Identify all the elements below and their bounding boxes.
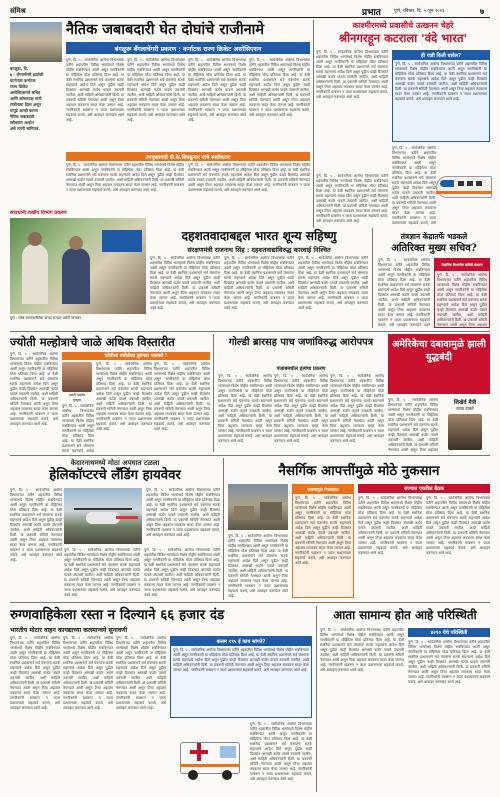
section-label: संमिश्र (10, 7, 26, 15)
normal-col-2: पुणे, दि. ५ - सार्वजनिक आरोग्य विभागाच्या वतीने शहरातील विविध भागांमध्ये विशेष मोहीम राबविण्यात आली असून नागरिकांनी या मोहिमेला मोठा प्रतिसाद दिला आहे. या वेळी स्थानिक प्रशासनाने सर्व यंत्रणांना सतर्क राहण्याचे आदेश दिले असून पुढील काही दिवसांत आणखी कठोर पावले उचलली जातील, अशी माहिती अधिकाऱ्यांनी दिली. या प्रकरणी समिती नेमण्यात आली असून तिचा अहवाल लवकरच सादर केला जाणार आहे. नागरिकांनी घाबरून न जाता प्रशासनाला सहकार्य करावे, असे आवाहन करण्यात आले आहे. (408, 640, 490, 684)
jyoti-col-4: पुणे, दि. ५ - सार्वजनिक आरोग्य विभागाच्या वतीने शहरातील विविध भागांमध्ये विशेष मोहीम राबविण्यात आली असून नागरिकांनी या मोहिमेला मोठा प्रतिसाद दिला आहे. या वेळी स्थानिक प्रशासनाने सर्व यंत्रणांना सतर्क राहण्याचे आदेश (62, 404, 94, 452)
metro-col-1: पुणे, दि. ५ - सार्वजनिक आरोग्य विभागाच्या वतीने शहरातील विविध भागांमध्ये विशेष मोहीम राबविण्यात आली असून नागरिकांनी या मोहिमेला मोठा प्रतिसाद दिला आहे. या वेळी स्थानिक प्रशासनाने सर्व यंत्रणांना सतर्क राहण्याचे आदेश दिले असून पुढील काही दिवसांत आणखी कठोर पावले उचलली जातील, अशी माहिती अधिकाऱ्यांनी दिली. या प्रकरणी समिती नेमण्यात आली असून तिचा अहवाल लवकरच सादर केला जाणार आहे. नागरिकांनी घाबरून न जाता प्रशासनाला सहकार्य करावे, असे आवाहन करण्यात आले आहे. (316, 50, 388, 99)
ambulance-col-3: पुणे, दि. ५ - सार्वजनिक आरोग्य विभागाच्या वतीने शहरातील विविध भागांमध्ये विशेष मोहीम राबविण्यात आली असून नागरिकांनी या मोहिमेला मोठा प्रतिसाद दिला आहे. या वेळी स्थानिक प्रशासनाने सर्व यंत्रणांना सतर्क राहण्याचे आदेश दिले असून पुढील काही दिवसांत आणखी कठोर पावले उचलली जातील, अशी माहिती अधिकाऱ्यांनी दिली. या प्रकरणी समिती नेमण्यात आली असून तिचा अहवाल लवकरच सादर केला जाणार आहे. नागरिकांनी घाबरून न जाता प्रशासनाला सहकार्य करावे, असे आवाहन करण्यात आले आहे. (116, 636, 166, 710)
mca-col-1: पुणे, दि. ५ - सार्वजनिक आरोग्य विभागाच्या वतीने शहरातील विविध भागांमध्ये विशेष मोहीम राबविण्यात आली असून नागरिकांनी या मोहिमेला मोठा प्रतिसाद दिला आहे. या वेळी स्थानिक प्रशासनाने सर्व यंत्रणांना सतर्क राहण्याचे आदेश दिले असून पुढील काही दिवसांत आणखी कठोर पावले उचलली जातील, अशी माहिती अधिकाऱ्यांनी दिली. या प्रकरणी समिती नेमण्यात आली असून तिचा अहवाल लवकरच सादर केला जाणार आहे. नागरिकांनी घाबरून न जाता प्रशासनाला सहकार्य करावे, असे आवाहन करण्यात आले आहे. (66, 58, 124, 122)
metro-box (392, 50, 490, 142)
ambulance-col-1: पुणे, दि. ५ - सार्वजनिक आरोग्य विभागाच्या वतीने शहरातील विविध भागांमध्ये विशेष मोहीम राबविण्यात आली असून नागरिकांनी या मोहिमेला मोठा प्रतिसाद दिला आहे. या वेळी स्थानिक प्रशासनाने सर्व यंत्रणांना सतर्क राहण्याचे आदेश दिले असून पुढील काही दिवसांत आणखी कठोर पावले उचलली जातील, अशी माहिती अधिकाऱ्यांनी दिली. या प्रकरणी समिती नेमण्यात आली असून तिचा अहवाल लवकरच सादर केला जाणार आहे. नागरिकांनी घाबरून न जाता प्रशासनाला सहकार्य करावे, असे आवाहन करण्यात आले आहे. (10, 636, 60, 710)
golden-sub: पंजाबमधील हत्येचा प्रकरण (276, 366, 326, 372)
jyoti-portrait-caption: ज्योती मल्होत्रा युट्युबर (68, 393, 86, 402)
america-col-1: पुणे, दि. ५ - सार्वजनिक आरोग्य विभागाच्या वतीने शहरातील विविध भागांमध्ये विशेष मोहीम राबविण्यात आली असून नागरिकांनी या मोहिमेला मोठा प्रतिसाद दिला आहे. या वेळी स्थानिक प्रशासनाने सर्व यंत्रणांना सतर्क राहण्याचे आदेश दिले असून पुढील काही दिवसांत आणखी कठोर पावले उचलली जातील, अशी माहिती अधिकाऱ्यांनी दिली. या प्रकरणी समिती नेमण्यात आली असून तिचा अहवाल (388, 398, 438, 452)
mca-band: बंगळुरू बँगलाचेंगरी प्रकरण : कर्नाटक राज्य क्रिकेट असोसिएशन (66, 42, 310, 54)
tech-box (434, 258, 490, 328)
ambulance-headline: रुग्णवाहिकेला रस्ता न दिल्याने ६६ हजार दंड (10, 607, 225, 623)
felicitation-caption: पुणे : ज्येष्ठ स्वातंत्र्यसैनिक यांच्या सत्कार प्रसंगी मान्यवर. (10, 316, 83, 320)
jyoti-band: कोठीला ज्योतीला तुरुंगात पाठवले ! (62, 352, 210, 360)
metro-box-text: पुणे, दि. ५ - सार्वजनिक आरोग्य विभागाच्या वतीने शहरातील विविध भागांमध्ये विशेष मोहीम राबविण्यात आली असून नागरिकांनी या मोहिमेला मोठा प्रतिसाद दिला आहे. या वेळी स्थानिक प्रशासनाने सर्व यंत्रणांना सतर्क राहण्याचे आदेश दिले असून पुढील काही दिवसांत आणखी कठोर पावले उचलली जातील, अशी माहिती अधिकाऱ्यांनी दिली. या प्रकरणी समिती नेमण्यात आली असून तिचा अहवाल लवकरच सादर केला जाणार आहे. नागरिकांनी घाबरून न जाता प्रशासनाला सहकार्य करावे, असे आवाहन करण्यात आले आहे. (395, 62, 487, 101)
jyoti-col-3: पुणे, दि. ५ - सार्वजनिक आरोग्य विभागाच्या वतीने शहरातील विविध भागांमध्ये विशेष मोहीम राबविण्यात आली असून नागरिकांनी या मोहिमेला मोठा प्रतिसाद दिला आहे. या वेळी स्थानिक प्रशासनाने सर्व यंत्रणांना सतर्क राहण्याचे आदेश दिले असून पुढील काही दिवसांत आणखी कठोर पावले उचलली जातील, अशी माहिती अधिकाऱ्यांनी दिली. या प्रकरणी समिती नेमण्यात आली असून तिचा अहवाल लवकरच सादर केला जाणार आहे. नागरिकांनी घाबरून न जाता प्रशासनाला सहकार्य करावे, असे आवाहन करण्यात आले आहे. (154, 362, 210, 431)
normal-sub-band: ४२९० येथे परिस्थिती (408, 628, 490, 637)
sorting-sub: संरक्षणमंत्री राजनाथ सिंह : दहशतवाद्यांविरुद्ध कारवाई निश्चित (187, 246, 331, 254)
golden-col-3: पुणे, दि. ५ - सार्वजनिक आरोग्य विभागाच्या वतीने शहरातील विविध भागांमध्ये विशेष मोहीम राबविण्यात आली असून नागरिकांनी या मोहिमेला मोठा प्रतिसाद दिला आहे. या वेळी स्थानिक प्रशासनाने सर्व यंत्रणांना सतर्क राहण्याचे आदेश दिले असून पुढील काही दिवसांत आणखी कठोर पावले उचलली जातील, अशी माहिती अधिकाऱ्यांनी दिली. या प्रकरणी समिती नेमण्यात आली असून तिचा अहवाल लवकरच सादर केला जाणार आहे. नागरिकांनी घाबरून न जाता प्रशासनाला सहकार्य करावे, असे आवाहन करण्यात आले आहे. (330, 374, 384, 443)
tech-label: तंत्रज्ञान केंद्रातर्फे भडकले (400, 232, 468, 241)
sorting-col-1: पुणे, दि. ५ - सार्वजनिक आरोग्य विभागाच्या वतीने शहरातील विविध भागांमध्ये विशेष मोहीम राबविण्यात आली असून नागरिकांनी या मोहिमेला मोठा प्रतिसाद दिला आहे. या वेळी स्थानिक प्रशासनाने सर्व यंत्रणांना सतर्क राहण्याचे आदेश दिले असून पुढील काही दिवसांत आणखी कठोर पावले उचलली जातील, अशी माहिती अधिकाऱ्यांनी दिली. या प्रकरणी समिती नेमण्यात आली असून तिचा अहवाल लवकरच सादर केला जाणार आहे. नागरिकांनी घाबरून न जाता प्रशासनाला सहकार्य करावे, असे आवाहन करण्यात आले आहे. (150, 256, 220, 310)
america-box (388, 334, 490, 394)
sorting-headline: दहशतवादाबद्दल भारत शून्य सहिष्णु (181, 229, 337, 243)
metro-col-2: पुणे, दि. ५ - सार्वजनिक आरोग्य विभागाच्या वतीने शहरातील विविध भागांमध्ये विशेष मोहीम राबविण्यात आली असून नागरिकांनी या मोहिमेला मोठा प्रतिसाद दिला आहे. या वेळी स्थानिक प्रशासनाने सर्व यंत्रणांना सतर्क राहण्याचे आदेश दिले असून पुढील काही दिवसांत आणखी कठोर पावले उचलली जातील, अशी माहिती अधिकाऱ्यांनी दिली. या प्रकरणी समिती नेमण्यात आली असून तिचा अहवाल लवकरच सादर केला जाणार आहे. नागरिकांनी घाबरून न जाता प्रशासनाला सहकार्य करावे, असे आवाहन करण्यात आले आहे. (316, 174, 388, 223)
jyoti-col-2: पुणे, दि. ५ - सार्वजनिक आरोग्य विभागाच्या वतीने शहरातील विविध भागांमध्ये विशेष मोहीम राबविण्यात आली असून नागरिकांनी या मोहिमेला मोठा प्रतिसाद दिला आहे. या वेळी स्थानिक प्रशासनाने सर्व यंत्रणांना सतर्क राहण्याचे आदेश दिले असून पुढील काही दिवसांत आणखी कठोर पावले उचलली जातील, अशी माहिती अधिकाऱ्यांनी दिली. या प्रकरणी समिती नेमण्यात आली असून तिचा अहवाल लवकरच सादर केला जाणार आहे. नागरिकांनी घाबरून न जाता प्रशासनाला सहकार्य करावे, असे आवाहन करण्यात आले आहे. (96, 362, 152, 431)
metro-col-3: पुणे, दि. ५ - सार्वजनिक आरोग्य विभागाच्या वतीने शहरातील विविध भागांमध्ये विशेष मोहीम राबविण्यात आली असून नागरिकांनी या मोहिमेला मोठा प्रतिसाद दिला आहे. या वेळी स्थानिक प्रशासनाने सर्व यंत्रणांना सतर्क राहण्याचे आदेश दिले असून पुढील काही दिवसांत आणखी कठोर पावले उचलली जातील, अशी माहिती अधिकाऱ्यांनी दिली. या प्रकरणी समिती नेमण्यात आली असून तिचा अहवाल लवकरच सादर केला जाणार आहे. नागरिकांनी घाबरून न जाता प्रशासनाला सहकार्य करावे, असे (392, 146, 436, 225)
mca-lower-col-1: पुणे, दि. ५ - सार्वजनिक आरोग्य विभागाच्या वतीने शहरातील विविध भागांमध्ये विशेष मोहीम राबविण्यात आली असून नागरिकांनी या मोहिमेला मोठा प्रतिसाद दिला आहे. या वेळी स्थानिक प्रशासनाने सर्व यंत्रणांना सतर्क राहण्याचे आदेश दिले असून पुढील काही दिवसांत आणखी कठोर पावले उचलली जातील, अशी माहिती अधिकाऱ्यांनी दिली. या प्रकरणी समिती नेमण्यात आली असून तिचा अहवाल लवकरच सादर केला जाणार आहे. नागरिकांनी घाबरून न जाता प्रशासनाला सहकार्य करावे, असे आवाहन करण्यात आले आहे. (66, 163, 184, 192)
flood-col-1: पुणे, दि. ५ - सार्वजनिक आरोग्य विभागाच्या वतीने शहरातील विविध भागांमध्ये विशेष मोहीम राबविण्यात आली असून नागरिकांनी या मोहिमेला मोठा प्रतिसाद दिला आहे. या वेळी स्थानिक प्रशासनाने सर्व यंत्रणांना सतर्क राहण्याचे आदेश दिले असून पुढील काही दिवसांत आणखी कठोर पावले उचलली जातील, अशी माहिती अधिकाऱ्यांनी दिली. या प्रकरणी समिती नेमण्यात आली असून तिचा अहवाल लवकरच सादर केला जाणार आहे. नागरिकांनी घाबरून न जाता प्रशासनाला सहकार्य करावे, असे आवाहन करण्यात आले आहे. (228, 534, 288, 598)
mca-side-caption: बंगळुरू, दि. ७ - चेंगराचेंगरी झालेली घटनेनंतर कर्नाटक राज्य क्रिकेट असोसिएशनचे सचिव आणि कोषाध्यक्ष यांनी राजीनामा दिला असून यापुढे आम्ही कायम नैतिक जबाबदारी स्वीकारत आहोत असे त्यांनी सांगितले. (10, 66, 44, 131)
america-headline: अमेरिकेचा दबावामुळे झाली युद्धबंदी (392, 339, 486, 363)
kedar-col-3: पुणे, दि. ५ - सार्वजनिक आरोग्य विभागाच्या वतीने शहरातील विविध भागांमध्ये विशेष मोहीम राबविण्यात आली असून नागरिकांनी या मोहिमेला मोठा प्रतिसाद दिला आहे. या वेळी स्थानिक प्रशासनाने सर्व यंत्रणांना सतर्क राहण्याचे आदेश दिले असून पुढील काही दिवसांत आणखी कठोर पावले उचलली जातील, अशी माहिती अधिकाऱ्यांनी दिली. या प्रकरणी समिती नेमण्यात आली असून तिचा अहवाल लवकरच सादर केला जाणार आहे. नागरिकांनी घाबरून न जाता प्रशासनाला सहकार्य करावे, असे आवाहन करण्यात आले आहे. (64, 548, 140, 597)
mca-lower-col-2: पुणे, दि. ५ - सार्वजनिक आरोग्य विभागाच्या वतीने शहरातील विविध भागांमध्ये विशेष मोहीम राबविण्यात आली असून नागरिकांनी या मोहिमेला मोठा प्रतिसाद दिला आहे. या वेळी स्थानिक प्रशासनाने सर्व यंत्रणांना सतर्क राहण्याचे आदेश दिले असून पुढील काही दिवसांत आणखी कठोर पावले उचलली जातील, अशी माहिती अधिकाऱ्यांनी दिली. या प्रकरणी समिती नेमण्यात आली असून तिचा अहवाल लवकरच सादर केला जाणार आहे. नागरिकांनी घाबरून न जाता प्रशासनाला सहकार्य करावे, असे आवाहन करण्यात आले आहे. (188, 163, 310, 192)
flood-band: राज्यात एकत्रित बैठक (358, 484, 490, 493)
metro-headline-small: काश्मीरमध्ये प्रवासीचे उत्खनन चेहरे (352, 20, 454, 30)
normal-col-1: पुणे, दि. ५ - सार्वजनिक आरोग्य विभागाच्या वतीने शहरातील विविध भागांमध्ये विशेष मोहीम राबविण्यात आली असून नागरिकांनी या मोहिमेला मोठा प्रतिसाद दिला आहे. या वेळी स्थानिक प्रशासनाने सर्व यंत्रणांना सतर्क राहण्याचे आदेश दिले असून पुढील काही दिवसांत आणखी कठोर पावले उचलली जातील, अशी माहिती अधिकाऱ्यांनी दिली. या प्रकरणी समिती नेमण्यात आली असून तिचा अहवाल लवकरच सादर केला जाणार आहे. नागरिकांनी घाबरून न जाता प्रशासनाला सहकार्य करावे, असे आवाहन करण्यात आले आहे. (320, 628, 404, 672)
kedar-col-4: पुणे, दि. ५ - सार्वजनिक आरोग्य विभागाच्या वतीने शहरातील विविध भागांमध्ये विशेष मोहीम राबविण्यात आली असून नागरिकांनी या मोहिमेला मोठा प्रतिसाद दिला आहे. या वेळी स्थानिक प्रशासनाने सर्व यंत्रणांना सतर्क राहण्याचे आदेश दिले असून पुढील काही दिवसांत आणखी कठोर पावले उचलली जातील, अशी माहिती अधिकाऱ्यांनी दिली. या प्रकरणी समिती नेमण्यात आली असून तिचा अहवाल लवकरच सादर केला जाणार आहे. नागरिकांनी घाबरून न जाता प्रशासनाला सहकार्य करावे, असे आवाहन करण्यात आले आहे. (144, 548, 220, 597)
dateline: पुणे, रविवार, दि. ५ जून २०२३ (394, 9, 445, 14)
page-number: ७ (480, 7, 485, 16)
golden-headline: गोल्डी ब्रारसह पाच जणांविरुद्ध आरोपपत्र (228, 337, 374, 348)
jyoti-headline: ज्योती मल्होत्राचे जाळे अधिक विस्तारीत (10, 335, 175, 349)
flood-col-2: पुणे, दि. ५ - सार्वजनिक आरोग्य विभागाच्या वतीने शहरातील विविध भागांमध्ये विशेष मोहीम राबविण्यात आली असून नागरिकांनी या मोहिमेला मोठा प्रतिसाद दिला आहे. या वेळी स्थानिक प्रशासनाने सर्व यंत्रणांना सतर्क राहण्याचे आदेश दिले असून पुढील काही दिवसांत आणखी कठोर पावले उचलली जातील, अशी माहिती अधिकाऱ्यांनी दिली. या प्रकरणी समिती नेमण्यात आली असून तिचा अहवाल लवकरच सादर केला जाणार आहे. नागरिकांनी घाबरून न जाता प्रशासनाला सहकार्य करावे, असे आवाहन करण्यात आले आहे. (358, 496, 422, 555)
ambulance-box-text: पुणे, दि. ५ - सार्वजनिक आरोग्य विभागाच्या वतीने शहरातील विविध भागांमध्ये विशेष मोहीम राबविण्यात आली असून नागरिकांनी या मोहिमेला मोठा प्रतिसाद दिला आहे. या वेळी स्थानिक प्रशासनाने सर्व यंत्रणांना सतर्क राहण्याचे आदेश दिले असून पुढील काही दिवसांत आणखी कठोर पावले उचलली जातील, अशी माहिती अधिकाऱ्यांनी दिली. या प्रकरणी समिती नेमण्यात आली असून तिचा अहवाल लवकरच सादर केला जाणार आहे. नागरिकांनी घाबरून न जाता प्रशासनाला सहकार्य करावे, असे आवाहन करण्यात आले आहे. (173, 648, 309, 672)
ambulance-sub: भारतीय मोटार वाहन कायद्याच्या कलमान्वये सुनावणी (10, 627, 128, 634)
tech-box-text: पुणे, दि. ५ - सार्वजनिक आरोग्य विभागाच्या वतीने शहरातील विविध भागांमध्ये विशेष मोहीम राबविण्यात आली असून नागरिकांनी या मोहिमेला मोठा प्रतिसाद दिला आहे. या वेळी स्थानिक प्रशासनाने सर्व यंत्रणांना सतर्क राहण्याचे आदेश दिले असून पुढील काही दिवसांत आणखी कठोर पावले उचलली जातील, अशी माहिती अधिकाऱ्यांनी दिली. या प्रकरणी समिती नेमण्यात आली असून तिचा अहवाल (437, 273, 487, 327)
flood-col-3: पुणे, दि. ५ - सार्वजनिक आरोग्य विभागाच्या वतीने शहरातील विविध भागांमध्ये विशेष मोहीम राबविण्यात आली असून नागरिकांनी या मोहिमेला मोठा प्रतिसाद दिला आहे. या वेळी स्थानिक प्रशासनाने सर्व यंत्रणांना सतर्क राहण्याचे आदेश दिले असून पुढील काही दिवसांत आणखी कठोर पावले उचलली जातील, अशी माहिती अधिकाऱ्यांनी दिली. या प्रकरणी समिती नेमण्यात आली असून तिचा अहवाल लवकरच सादर केला जाणार आहे. नागरिकांनी घाबरून न जाता प्रशासनाला सहकार्य करावे, असे आवाहन करण्यात आले आहे. (426, 496, 490, 555)
ambulance-col-4: पुणे, दि. ५ - सार्वजनिक आरोग्य विभागाच्या वतीने शहरातील विविध भागांमध्ये विशेष मोहीम राबविण्यात आली असून नागरिकांनी या मोहिमेला मोठा प्रतिसाद दिला आहे. या वेळी स्थानिक प्रशासनाने सर्व यंत्रणांना सतर्क राहण्याचे आदेश दिले असून पुढील काही दिवसांत आणखी कठोर पावले उचलली जातील, अशी माहिती अधिकाऱ्यांनी दिली. या प्रकरणी समिती नेमण्यात आली असून तिचा अहवाल लवकरच सादर केला जाणार आहे. नागरिकांनी घाबरून न जाता प्रशासनाला सहकार्य करावे, असे आवाहन करण्यात आले आहे. (250, 722, 312, 781)
metro-headline: श्रीनगरहून कटराला 'वंदे भारत' (338, 31, 468, 45)
flood-headline: नैसर्गिक आपत्तींमुळे मोठे नुकसान (278, 463, 440, 479)
masthead (10, 4, 490, 18)
mca-col-3: पुणे, दि. ५ - सार्वजनिक आरोग्य विभागाच्या वतीने शहरातील विविध भागांमध्ये विशेष मोहीम राबविण्यात आली असून नागरिकांनी या मोहिमेला मोठा प्रतिसाद दिला आहे. या वेळी स्थानिक प्रशासनाने सर्व यंत्रणांना सतर्क राहण्याचे आदेश दिले असून पुढील काही दिवसांत आणखी कठोर पावले उचलली जातील, अशी माहिती अधिकाऱ्यांनी दिली. या प्रकरणी समिती नेमण्यात आली असून तिचा अहवाल लवकरच सादर केला जाणार आहे. नागरिकांनी घाबरून न जाता प्रशासनाला सहकार्य करावे, असे आवाहन करण्यात आले आहे. (188, 58, 246, 122)
mca-headline: नैतिक जबाबदारी घेत दोघांचे राजीनामे (66, 21, 265, 38)
flood-box-text: पुणे, दि. ५ - सार्वजनिक आरोग्य विभागाच्या वतीने शहरातील विविध भागांमध्ये विशेष मोहीम राबविण्यात आली असून नागरिकांनी या मोहिमेला मोठा प्रतिसाद दिला आहे. या वेळी स्थानिक प्रशासनाने सर्व यंत्रणांना सतर्क राहण्याचे आदेश दिले असून पुढील काही दिवसांत आणखी कठोर पावले उचलली जातील, अशी माहिती अधिकाऱ्यांनी दिली. या प्रकरणी समिती नेमण्यात आली असून तिचा अहवाल लवकरच सादर केला जाणार आहे. नागरिकांनी घाबरून न जाता प्रशासनाला सहकार्य करावे, असे आवाहन करण्यात आले आहे. (295, 496, 351, 565)
tech-col-1: पुणे, दि. ५ - सार्वजनिक आरोग्य विभागाच्या वतीने शहरातील विविध भागांमध्ये विशेष मोहीम राबविण्यात आली असून नागरिकांनी या मोहिमेला मोठा प्रतिसाद दिला आहे. या वेळी स्थानिक प्रशासनाने सर्व यंत्रणांना सतर्क राहण्याचे आदेश दिले असून पुढील काही दिवसांत आणखी कठोर पावले उचलली जातील, अशी माहिती अधिकाऱ्यांनी दिली. या प्रकरणी समिती नेमण्यात आली असून तिचा अहवाल लवकरच सादर केला जाणार आहे. नागरिकांनी घाबरून न जाता प्रशासनाला सहकार्य करावे, असे आवाहन करण्यात आले (378, 258, 430, 327)
stadium-photo (10, 22, 62, 62)
jyoti-portrait (62, 362, 92, 392)
ambulance-box-title: कलम १९५ ई काय सांगते? (171, 637, 311, 646)
sorting-col-2: पुणे, दि. ५ - सार्वजनिक आरोग्य विभागाच्या वतीने शहरातील विविध भागांमध्ये विशेष मोहीम राबविण्यात आली असून नागरिकांनी या मोहिमेला मोठा प्रतिसाद दिला आहे. या वेळी स्थानिक प्रशासनाने सर्व यंत्रणांना सतर्क राहण्याचे आदेश दिले असून पुढील काही दिवसांत आणखी कठोर पावले उचलली जातील, अशी माहिती अधिकाऱ्यांनी दिली. या प्रकरणी समिती नेमण्यात आली असून तिचा अहवाल लवकरच सादर केला जाणार आहे. नागरिकांनी घाबरून न जाता प्रशासनाला सहकार्य करावे, असे आवाहन करण्यात आले आहे. (224, 256, 294, 310)
mca-col-4: पुणे, दि. ५ - सार्वजनिक आरोग्य विभागाच्या वतीने शहरातील विविध भागांमध्ये विशेष मोहीम राबविण्यात आली असून नागरिकांनी या मोहिमेला मोठा प्रतिसाद दिला आहे. या वेळी स्थानिक प्रशासनाने सर्व यंत्रणांना सतर्क राहण्याचे आदेश दिले असून पुढील काही दिवसांत आणखी कठोर पावले उचलली जातील, अशी माहिती अधिकाऱ्यांनी दिली. या प्रकरणी समिती नेमण्यात आली असून तिचा अहवाल लवकरच सादर केला जाणार आहे. नागरिकांनी घाबरून न जाता प्रशासनाला सहकार्य करावे, असे आवाहन करण्यात आले आहे. (249, 58, 310, 117)
normal-headline: आता सामान्य होत आहे परिस्थिती (333, 608, 477, 622)
america-profile-photo (448, 414, 482, 450)
america-profile (440, 398, 490, 452)
golden-col-1: पुणे, दि. ५ - सार्वजनिक आरोग्य विभागाच्या वतीने शहरातील विविध भागांमध्ये विशेष मोहीम राबविण्यात आली असून नागरिकांनी या मोहिमेला मोठा प्रतिसाद दिला आहे. या वेळी स्थानिक प्रशासनाने सर्व यंत्रणांना सतर्क राहण्याचे आदेश दिले असून पुढील काही दिवसांत आणखी कठोर पावले उचलली जातील, अशी माहिती अधिकाऱ्यांनी दिली. या प्रकरणी समिती नेमण्यात आली असून तिचा अहवाल लवकरच सादर केला जाणार आहे. नागरिकांनी घाबरून न जाता प्रशासनाला सहकार्य करावे, असे आवाहन करण्यात आले आहे. (218, 374, 272, 443)
tech-headline: अतिरिक्त मुख्य सचिव? (391, 243, 477, 254)
sorting-label: सावधानी राखीव विभाग प्रकरण (10, 210, 67, 216)
helicopter-photo (64, 488, 142, 544)
mca-sub-band: उपमुख्यमंत्री डी.के.शिवकुमार यांचे स्पष्टीकरण (66, 152, 310, 161)
train-image (436, 160, 492, 212)
flood-box (292, 484, 354, 598)
metro-box-title: ही गाडी किती धावेल? (393, 51, 489, 60)
tech-sub-label: वैज्ञानिक विभागीय कमिटी प्रकरण (435, 259, 489, 271)
kedar-col-2: पुणे, दि. ५ - सार्वजनिक आरोग्य विभागाच्या वतीने शहरातील विविध भागांमध्ये विशेष मोहीम राबविण्यात आली असून नागरिकांनी या मोहिमेला मोठा प्रतिसाद दिला आहे. या वेळी स्थानिक प्रशासनाने सर्व यंत्रणांना सतर्क राहण्याचे आदेश दिले असून पुढील काही दिवसांत आणखी कठोर पावले उचलली जातील, अशी माहिती अधिकाऱ्यांनी दिली. या प्रकरणी समिती नेमण्यात आली असून तिचा अहवाल लवकरच सादर केला जाणार आहे. नागरिकांनी घाबरून न जाता प्रशासनाला सहकार्य करावे, असे आवाहन करण्यात आले आहे. (146, 488, 220, 537)
america-profile-role: राघव ठाकरे (456, 406, 474, 411)
kedar-headline: हेलिकॉप्टरचे लँडिंग हायवेवर (49, 468, 181, 483)
paper-logo: प्रभात (362, 8, 381, 18)
felicitation-photo (10, 218, 146, 314)
flood-photo (228, 484, 288, 530)
kedar-headline-small: केदारनाथमध्ये मोठा अपघात टळला (70, 458, 160, 467)
kedar-col-1: पुणे, दि. ५ - सार्वजनिक आरोग्य विभागाच्या वतीने शहरातील विविध भागांमध्ये विशेष मोहीम राबविण्यात आली असून नागरिकांनी या मोहिमेला मोठा प्रतिसाद दिला आहे. या वेळी स्थानिक प्रशासनाने सर्व यंत्रणांना सतर्क राहण्याचे आदेश दिले असून पुढील काही दिवसांत आणखी कठोर पावले उचलली जातील, अशी माहिती अधिकाऱ्यांनी दिली. या प्रकरणी समिती नेमण्यात आली असून तिचा अहवाल लवकरच सादर केला जाणार आहे. नागरिकांनी घाबरून न जाता प्रशासनाला सहकार्य करावे, असे आवाहन करण्यात आले आहे. (10, 488, 62, 562)
jyoti-col-1: पुणे, दि. ५ - सार्वजनिक आरोग्य विभागाच्या वतीने शहरातील विविध भागांमध्ये विशेष मोहीम राबविण्यात आली असून नागरिकांनी या मोहिमेला मोठा प्रतिसाद दिला आहे. या वेळी स्थानिक प्रशासनाने सर्व यंत्रणांना सतर्क राहण्याचे आदेश दिले असून पुढील काही दिवसांत आणखी कठोर पावले उचलली जातील, अशी माहिती अधिकाऱ्यांनी दिली. या प्रकरणी समिती नेमण्यात आली असून तिचा अहवाल लवकरच सादर केला जाणार आहे. नागरिकांनी घाबरून न जाता प्रशासनाला सहकार्य करावे, असे आवाहन करण्यात आले आहे. (10, 352, 58, 426)
flood-box-title: पावसामुळे गंगावाहक (293, 485, 353, 494)
golden-col-2: पुणे, दि. ५ - सार्वजनिक आरोग्य विभागाच्या वतीने शहरातील विविध भागांमध्ये विशेष मोहीम राबविण्यात आली असून नागरिकांनी या मोहिमेला मोठा प्रतिसाद दिला आहे. या वेळी स्थानिक प्रशासनाने सर्व यंत्रणांना सतर्क राहण्याचे आदेश दिले असून पुढील काही दिवसांत आणखी कठोर पावले उचलली जातील, अशी माहिती अधिकाऱ्यांनी दिली. या प्रकरणी समिती नेमण्यात आली असून तिचा अहवाल लवकरच सादर केला जाणार आहे. नागरिकांनी घाबरून न जाता प्रशासनाला सहकार्य करावे, असे आवाहन करण्यात आले आहे. (274, 374, 328, 443)
mca-col-2: पुणे, दि. ५ - सार्वजनिक आरोग्य विभागाच्या वतीने शहरातील विविध भागांमध्ये विशेष मोहीम राबविण्यात आली असून नागरिकांनी या मोहिमेला मोठा प्रतिसाद दिला आहे. या वेळी स्थानिक प्रशासनाने सर्व यंत्रणांना सतर्क राहण्याचे आदेश दिले असून पुढील काही दिवसांत आणखी कठोर पावले उचलली जातील, अशी माहिती अधिकाऱ्यांनी दिली. या प्रकरणी समिती नेमण्यात आली असून तिचा अहवाल लवकरच सादर केला जाणार आहे. नागरिकांनी घाबरून न जाता प्रशासनाला सहकार्य करावे, असे आवाहन करण्यात आले आहे. (127, 58, 185, 122)
ambulance-box (170, 636, 312, 718)
america-profile-name: शिखेर्व मैत्री (453, 400, 477, 406)
sorting-col-3: पुणे, दि. ५ - सार्वजनिक आरोग्य विभागाच्या वतीने शहरातील विविध भागांमध्ये विशेष मोहीम राबविण्यात आली असून नागरिकांनी या मोहिमेला मोठा प्रतिसाद दिला आहे. या वेळी स्थानिक प्रशासनाने सर्व यंत्रणांना सतर्क राहण्याचे आदेश दिले असून पुढील काही दिवसांत आणखी कठोर पावले उचलली जातील, अशी माहिती अधिकाऱ्यांनी दिली. या प्रकरणी समिती नेमण्यात आली असून तिचा अहवाल लवकरच सादर केला जाणार आहे. नागरिकांनी घाबरून न जाता प्रशासनाला सहकार्य करावे, असे आवाहन करण्यात आले आहे. (298, 256, 368, 310)
ambulance-col-2: पुणे, दि. ५ - सार्वजनिक आरोग्य विभागाच्या वतीने शहरातील विविध भागांमध्ये विशेष मोहीम राबविण्यात आली असून नागरिकांनी या मोहिमेला मोठा प्रतिसाद दिला आहे. या वेळी स्थानिक प्रशासनाने सर्व यंत्रणांना सतर्क राहण्याचे आदेश दिले असून पुढील काही दिवसांत आणखी कठोर पावले उचलली जातील, अशी माहिती अधिकाऱ्यांनी दिली. या प्रकरणी समिती नेमण्यात आली असून तिचा अहवाल लवकरच सादर केला जाणार आहे. नागरिकांनी घाबरून न जाता प्रशासनाला सहकार्य करावे, असे आवाहन करण्यात आले आहे. (63, 636, 113, 710)
ambulance-image (176, 724, 246, 788)
